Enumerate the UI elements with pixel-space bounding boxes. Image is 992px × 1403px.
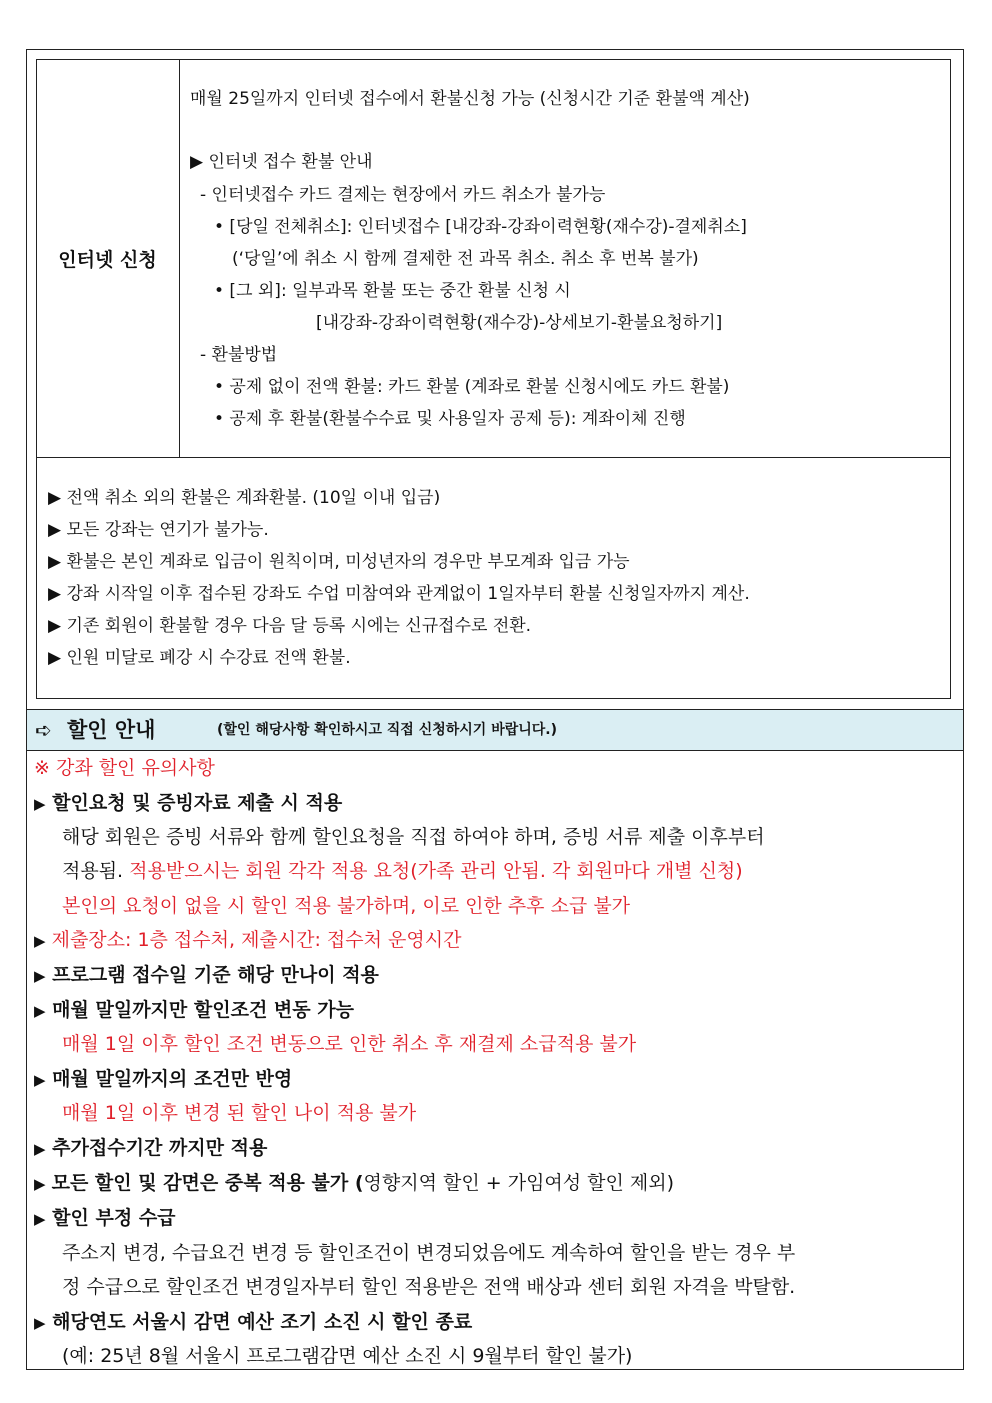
internet-apply-label: 인터넷 신청	[36, 59, 180, 458]
discount-item-condition: ▶ 매월 말일까지의 조건만 반영	[34, 1068, 293, 1090]
note-late-registration: ▶ 강좌 시작일 이후 접수된 강좌도 수업 미참여와 관계없이 1일자부터 환불 신청일자까지 계산.	[48, 584, 750, 604]
bullet-icon: ▶	[34, 1002, 46, 1020]
discount-header-band	[27, 709, 963, 751]
discount-title: 할인 안내	[67, 718, 156, 742]
arrow-right-icon: ➪	[35, 718, 52, 742]
discount-condition-detail: 매월 1일 이후 변경 된 할인 나이 적용 불가	[62, 1102, 417, 1124]
discount-change-detail: 매월 1일 이후 할인 조건 변동으로 인한 취소 후 재결제 소급적용 불가	[62, 1033, 637, 1055]
discount-item-fraud: ▶ 할인 부정 수급	[34, 1207, 176, 1229]
internet-refund-heading: ▶ 인터넷 접수 환불 안내	[190, 152, 373, 172]
same-day-cancel-text: • [당일 전체취소]: 인터넷접수 [내강좌-강좌이력현황(재수강)-결제취소]	[214, 217, 747, 237]
partial-refund-text: • [그 외]: 일부과목 환불 또는 중간 환불 신청 시	[214, 281, 571, 301]
discount-note: (할인 해당사항 확인하시고 직접 신청하시기 바랍니다.)	[217, 722, 558, 738]
discount-fraud-detail-2: 정 수급으로 할인조건 변경일자부터 할인 적용받은 전액 배상과 센터 회원 자격을 박탈함.	[62, 1276, 796, 1298]
discount-item-age: ▶ 프로그램 접수일 기준 해당 만나이 적용	[34, 964, 379, 986]
bullet-icon: ▶	[34, 1071, 46, 1089]
bullet-icon: ▶	[34, 795, 46, 813]
same-day-cancel-detail: (‘당일’에 취소 시 함께 결제한 전 과목 취소. 취소 후 번복 불가)	[232, 249, 699, 269]
bullet-icon: ▶	[34, 1314, 46, 1332]
note-closed-class: ▶ 인원 미달로 폐강 시 수강료 전액 환불.	[48, 648, 351, 668]
discount-item-budget: ▶ 해당연도 서울시 감면 예산 조기 소진 시 할인 종료	[34, 1311, 473, 1333]
bullet-icon: ▶	[34, 1210, 46, 1228]
discount-item-additional: ▶ 추가접수기간 까지만 적용	[34, 1137, 268, 1159]
discount-request-detail-2: 적용됨. 적용받으시는 회원 각각 적용 요청(가족 관리 안됨. 각 회원마다 개별 신청)	[62, 860, 743, 882]
note-new-registration: ▶ 기존 회원이 환불할 경우 다음 달 등록 시에는 신규접수로 전환.	[48, 616, 532, 636]
discount-item-change-deadline: ▶ 매월 말일까지만 할인조건 변동 가능	[34, 999, 354, 1021]
refund-method-heading: - 환불방법	[200, 345, 278, 365]
discount-fraud-detail: 주소지 변경, 수급요건 변경 등 할인조건이 변경되었음에도 계속하여 할인을 받는 경우 부	[62, 1242, 796, 1264]
bullet-icon: ▶	[34, 967, 46, 985]
bullet-icon: ▶	[34, 1175, 46, 1193]
note-account-refund: ▶ 전액 취소 외의 환불은 계좌환불. (10일 이내 입금)	[48, 488, 441, 508]
table-divider	[180, 457, 951, 458]
refund-deadline-text: 매월 25일까지 인터넷 접수에서 환불신청 가능 (신청시간 기준 환불액 계산)	[190, 89, 750, 109]
discount-item-submit-place: ▶ 제출장소: 1층 접수처, 제출시간: 접수처 운영시간	[34, 929, 462, 951]
full-refund-text: • 공제 없이 전액 환불: 카드 환불 (계좌로 환불 신청시에도 카드 환불)	[214, 377, 730, 397]
discount-request-detail: 해당 회원은 증빙 서류와 함께 할인요청을 직접 하여야 하며, 증빙 서류 제출 이후부터	[62, 826, 765, 848]
deduction-refund-text: • 공제 후 환불(환불수수료 및 사용일자 공제 등): 계좌이체 진행	[214, 409, 686, 429]
bullet-icon: ▶	[34, 932, 46, 950]
note-no-postpone: ▶ 모든 강좌는 연기가 불가능.	[48, 520, 269, 540]
discount-item-no-duplicate: ▶ 모든 할인 및 감면은 중복 적용 불가 (영향지역 할인 + 가임여성 할인 제외)	[34, 1172, 675, 1194]
note-own-account: ▶ 환불은 본인 계좌로 입금이 원칙이며, 미성년자의 경우만 부모계좌 입금 가능	[48, 552, 630, 572]
discount-item-request: ▶ 할인요청 및 증빙자료 제출 시 적용	[34, 792, 343, 814]
discount-no-retroactive: 본인의 요청이 없을 시 할인 적용 불가하며, 이로 인한 추후 소급 불가	[62, 895, 631, 917]
bullet-icon: ▶	[34, 1140, 46, 1158]
discount-caution-heading: ※ 강좌 할인 유의사항	[34, 757, 215, 779]
card-cancel-note: - 인터넷접수 카드 결제는 현장에서 카드 취소가 불가능	[200, 185, 606, 205]
discount-budget-example: (예: 25년 8월 서울시 프로그램감면 예산 소진 시 9월부터 할인 불가)	[62, 1345, 633, 1367]
partial-refund-path: [내강좌-강좌이력현황(재수강)-상세보기-환불요청하기]	[316, 313, 723, 333]
